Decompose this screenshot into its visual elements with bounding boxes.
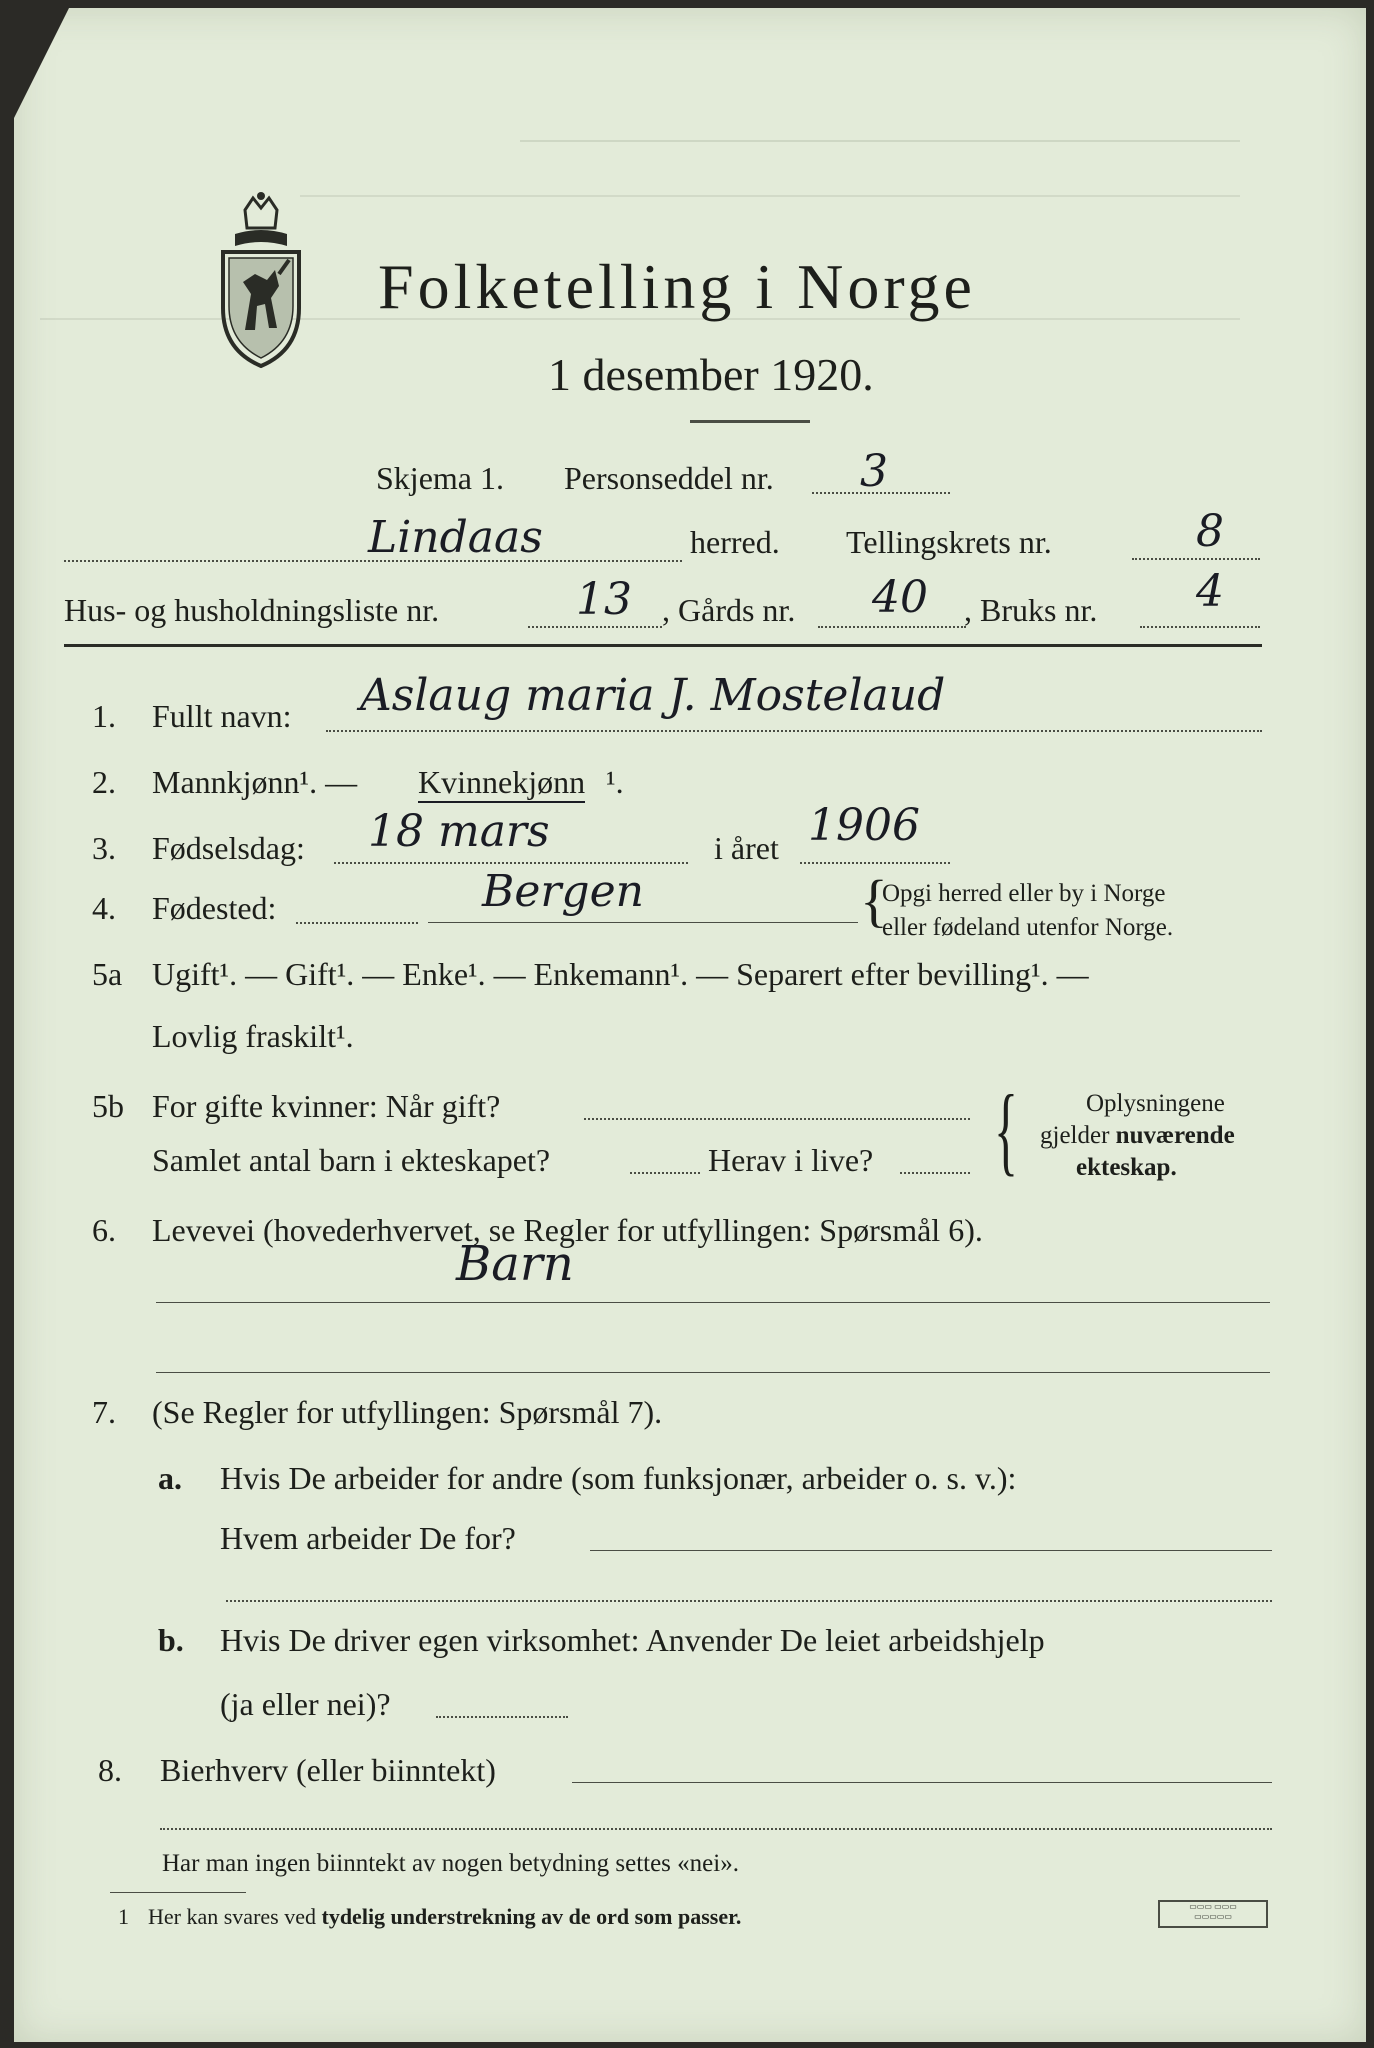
form-title: Folketelling i Norge bbox=[378, 251, 976, 322]
tellingskrets-value[interactable]: 8 bbox=[1196, 506, 1224, 557]
q3-number: 3. bbox=[92, 830, 116, 866]
hired-help-line[interactable] bbox=[436, 1716, 568, 1718]
census-date: 1 desember 1920. bbox=[548, 349, 874, 400]
header-divider bbox=[64, 644, 1262, 647]
herred-value[interactable]: Lindaas bbox=[368, 512, 543, 563]
bruks-line bbox=[1140, 626, 1260, 628]
children-alive-line bbox=[900, 1172, 970, 1174]
occupation-line-2 bbox=[156, 1372, 1270, 1373]
tellingskrets-label: Tellingskrets nr. bbox=[846, 524, 1052, 560]
gards-line bbox=[818, 626, 966, 628]
title-underline bbox=[690, 420, 810, 423]
female-option-underlined[interactable]: Kvinnekjønn bbox=[418, 764, 585, 803]
occupation-line-1 bbox=[156, 1302, 1270, 1303]
q4-number: 4. bbox=[92, 890, 116, 926]
birthplace-value[interactable]: Bergen bbox=[482, 866, 644, 917]
birthplace-note-2: eller fødeland utenfor Norge. bbox=[882, 914, 1174, 941]
bleed-through-line bbox=[300, 195, 1240, 197]
q8-number: 8. bbox=[98, 1752, 122, 1788]
q7b-question: Hvis De driver egen virksomhet: Anvender De leiet arbeidshjelp bbox=[220, 1622, 1045, 1658]
hired-help-label: (ja eller nei)? bbox=[220, 1686, 391, 1722]
q7-label: (Se Regler for utfyllingen: Spørsmål 7). bbox=[152, 1394, 663, 1430]
married-when-line bbox=[584, 1118, 970, 1120]
herred-label: herred. bbox=[690, 524, 780, 560]
birthyear-value[interactable]: 1906 bbox=[808, 800, 920, 851]
side-income-label: Bierhverv (eller biinntekt) bbox=[160, 1752, 496, 1788]
q7a-number: a. bbox=[158, 1460, 182, 1496]
gards-label: , Gårds nr. bbox=[662, 592, 796, 628]
personseddel-value[interactable]: 3 bbox=[860, 446, 888, 497]
employer-label: Hvem arbeider De for? bbox=[220, 1520, 516, 1556]
children-total-line bbox=[630, 1172, 700, 1174]
side-income-note: Har man ingen biinntekt av nogen betydning settes «nei». bbox=[162, 1850, 739, 1877]
married-when-label: For gifte kvinner: Når gift? bbox=[152, 1088, 501, 1124]
side-income-line[interactable] bbox=[572, 1782, 1272, 1783]
marriage-note-brace: { bbox=[994, 1074, 1018, 1185]
marriage-note-2 bbox=[1040, 1122, 1235, 1150]
bleed-through-line bbox=[520, 140, 1240, 142]
marital-status-divorced[interactable]: Lovlig fraskilt¹. bbox=[152, 1018, 354, 1054]
husholdningsliste-value[interactable]: 13 bbox=[576, 574, 632, 625]
skjema-label: Skjema 1. bbox=[376, 460, 504, 496]
employer-line-2[interactable] bbox=[226, 1600, 1272, 1602]
birthplace-note-1: Opgi herred eller by i Norge bbox=[882, 880, 1166, 907]
birthyear-line bbox=[800, 862, 950, 864]
tellingskrets-line bbox=[1132, 558, 1260, 560]
birthyear-label: i året bbox=[714, 830, 779, 866]
gards-value[interactable]: 40 bbox=[872, 572, 928, 623]
footnote-text bbox=[148, 1904, 741, 1930]
marriage-note-3: ekteskap. bbox=[1076, 1154, 1177, 1181]
footnote-separator bbox=[110, 1892, 246, 1893]
footnote-number: 1 bbox=[118, 1904, 129, 1929]
side-income-line-2[interactable] bbox=[160, 1828, 1272, 1830]
q2-number: 2. bbox=[92, 764, 116, 800]
norway-coat-of-arms-icon bbox=[215, 190, 307, 370]
occupation-label: Levevei (hovederhvervet, se Regler for utfyllingen: Spørsmål 6). bbox=[152, 1212, 983, 1248]
children-total-label: Samlet antal barn i ekteskapet? bbox=[152, 1142, 551, 1178]
q7-number: 7. bbox=[92, 1394, 116, 1430]
folded-corner bbox=[14, 8, 69, 118]
bruks-value[interactable]: 4 bbox=[1196, 566, 1224, 617]
marriage-note-1: Oplysningene bbox=[1086, 1090, 1225, 1117]
q7b-number: b. bbox=[158, 1622, 184, 1658]
birthdate-line bbox=[334, 862, 688, 864]
occupation-value[interactable]: Barn bbox=[456, 1236, 574, 1292]
birthplace-line-b bbox=[428, 922, 858, 923]
children-alive-label: Herav i live? bbox=[708, 1142, 874, 1178]
q1-number: 1. bbox=[92, 698, 116, 734]
marital-status-options[interactable]: Ugift¹. — Gift¹. — Enke¹. — Enkemann¹. — Separert efter bevilling¹. — bbox=[152, 956, 1089, 992]
birthplace-label: Fødested: bbox=[152, 890, 277, 926]
full-name-value[interactable]: Aslaug maria J. Mostelaud bbox=[360, 670, 946, 721]
male-option[interactable]: Mannkjønn¹. — bbox=[152, 764, 358, 800]
bruks-label: , Bruks nr. bbox=[964, 592, 1098, 628]
q6-number: 6. bbox=[92, 1212, 116, 1248]
marriage-note-2b: nuværende bbox=[1115, 1122, 1235, 1149]
husholdningsliste-label: Hus- og husholdningsliste nr. bbox=[64, 592, 440, 628]
husholdningsliste-line bbox=[528, 626, 662, 628]
personseddel-label: Personseddel nr. bbox=[564, 460, 774, 496]
printer-stamp-icon: ▭▭▭ ▭▭▭ ▭▭▭▭▭ bbox=[1158, 1900, 1268, 1928]
female-option-sup: ¹. bbox=[606, 764, 624, 800]
full-name-label: Fullt navn: bbox=[152, 698, 292, 734]
footnote-text-a: Her kan svares ved bbox=[148, 1904, 322, 1929]
birthplace-line-a bbox=[296, 922, 418, 924]
birthplace-brace: { bbox=[860, 868, 888, 933]
q5b-number: 5b bbox=[92, 1088, 124, 1124]
footnote-text-b: tydelig understrekning av de ord som passer. bbox=[321, 1904, 742, 1929]
employer-line[interactable] bbox=[590, 1550, 1272, 1551]
full-name-line bbox=[326, 730, 1262, 732]
marriage-note-2a: gjelder bbox=[1040, 1122, 1116, 1149]
birthdate-label: Fødselsdag: bbox=[152, 830, 305, 866]
birthdate-value[interactable]: 18 mars bbox=[368, 806, 550, 857]
q7a-question: Hvis De arbeider for andre (som funksjonær, arbeider o. s. v.): bbox=[220, 1460, 1017, 1496]
q5a-number: 5a bbox=[92, 956, 123, 992]
